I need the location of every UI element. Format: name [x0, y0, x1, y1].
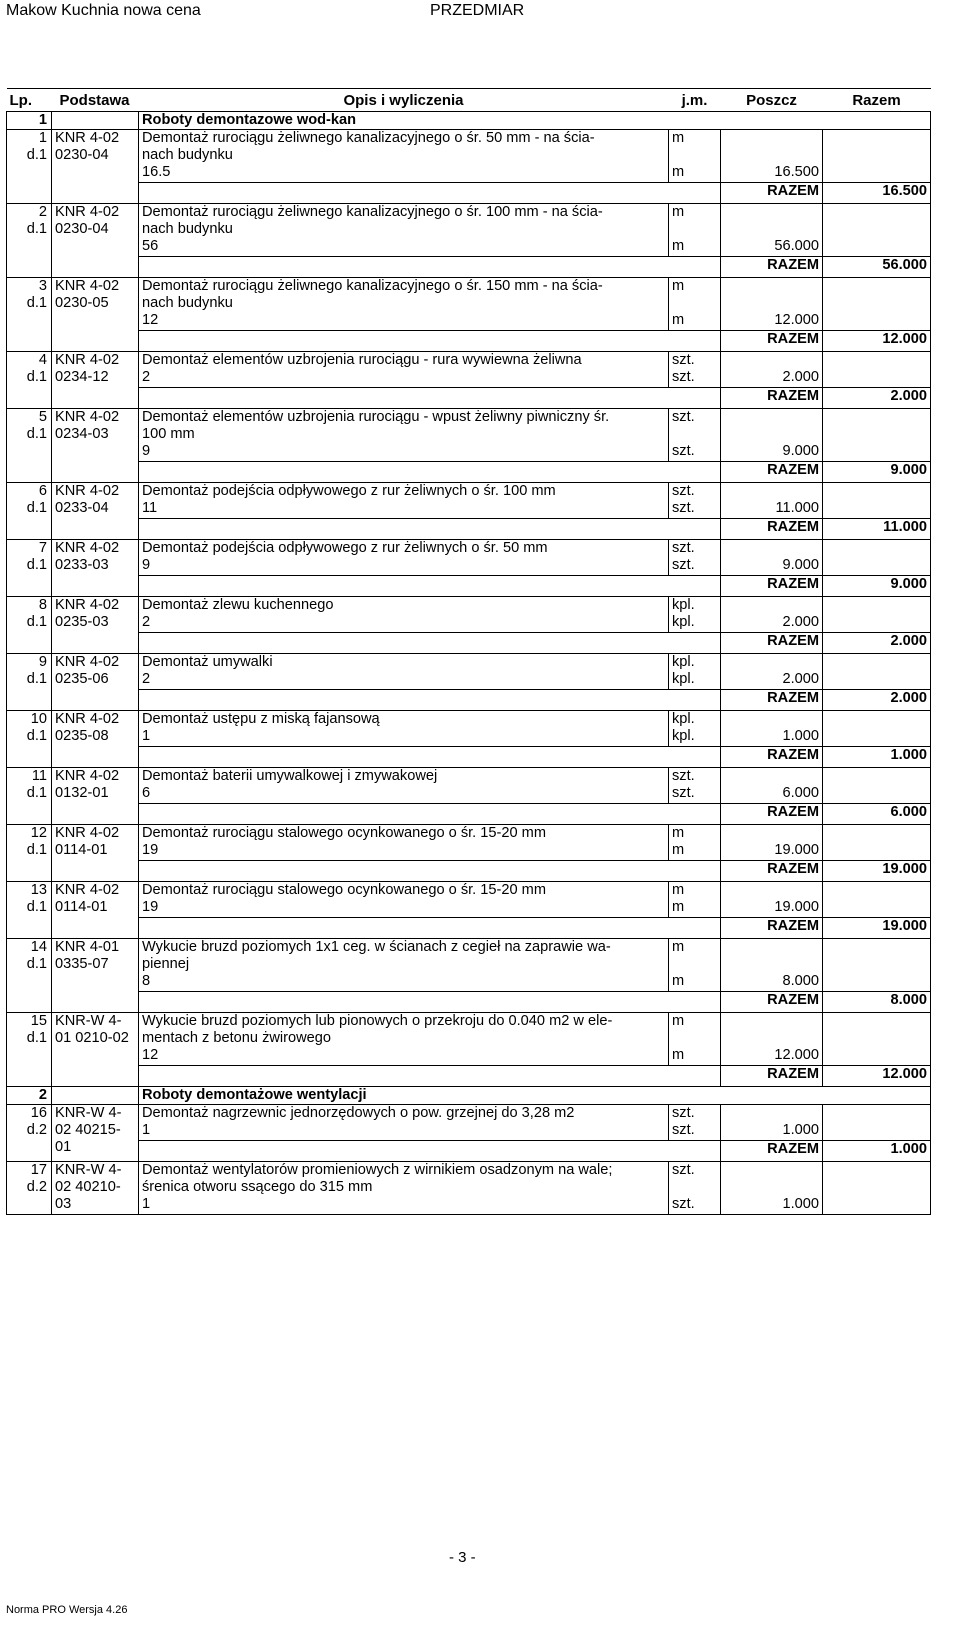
item-poszcz-value: 12.000	[721, 312, 823, 331]
razem-row	[7, 804, 931, 825]
item-calc-unit: m	[669, 973, 721, 992]
item-razem-blank	[823, 1162, 931, 1197]
razem-label: RAZEM	[721, 1066, 823, 1087]
item-calculation: 1	[139, 728, 669, 747]
razem-label: RAZEM	[721, 462, 823, 483]
item-razem-blank	[823, 278, 931, 313]
item-poszcz-blank	[721, 654, 823, 672]
item-poszcz-blank	[721, 768, 823, 786]
item-razem-blank	[823, 768, 931, 786]
razem-value: 2.000	[823, 633, 931, 654]
table-row	[7, 204, 931, 239]
measurement-row	[7, 1047, 931, 1066]
razem-value: 1.000	[823, 747, 931, 768]
table-row	[7, 1105, 931, 1123]
razem-blank	[139, 462, 721, 483]
section-number: 2	[7, 1087, 52, 1105]
item-number: 14 d.1	[7, 939, 52, 1013]
item-number: 8 d.1	[7, 597, 52, 654]
item-calculation: 9	[139, 557, 669, 576]
razem-row	[7, 257, 931, 278]
item-calc-unit: szt.	[669, 500, 721, 519]
table-row	[7, 483, 931, 501]
item-description: Demontaż rurociągu stalowego ocynkowanego o śr. 15-20 mm	[139, 825, 669, 843]
item-razem-blank	[823, 785, 931, 804]
item-calc-unit: m	[669, 1047, 721, 1066]
item-poszcz-blank	[721, 540, 823, 558]
item-calculation: 8	[139, 973, 669, 992]
table-row	[7, 1013, 931, 1048]
item-podstawa: KNR 4-02 0235-08	[52, 711, 139, 768]
item-razem-blank	[823, 483, 931, 501]
item-calculation: 2	[139, 614, 669, 633]
table-row	[7, 768, 931, 786]
razem-value: 2.000	[823, 388, 931, 409]
item-calc-unit: m	[669, 164, 721, 183]
razem-label: RAZEM	[721, 992, 823, 1013]
measurement-row	[7, 671, 931, 690]
table-header-row	[7, 89, 931, 112]
item-description: Demontaż podejścia odpływowego z rur żeliwnych o śr. 100 mm	[139, 483, 669, 501]
item-poszcz-value: 2.000	[721, 614, 823, 633]
razem-label: RAZEM	[721, 257, 823, 278]
item-razem-blank	[823, 899, 931, 918]
item-number: 10 d.1	[7, 711, 52, 768]
razem-label: RAZEM	[721, 519, 823, 540]
item-unit: szt.	[669, 1162, 721, 1197]
section-podstawa	[52, 112, 139, 130]
item-poszcz-value: 9.000	[721, 557, 823, 576]
razem-blank	[139, 576, 721, 597]
item-poszcz-blank	[721, 825, 823, 843]
item-poszcz-blank	[721, 597, 823, 615]
razem-blank	[139, 388, 721, 409]
item-calc-unit: kpl.	[669, 728, 721, 747]
item-calculation: 1	[139, 1122, 669, 1141]
item-razem-blank	[823, 882, 931, 900]
razem-blank	[139, 1141, 721, 1162]
item-calculation: 9	[139, 443, 669, 462]
razem-blank	[139, 1066, 721, 1087]
razem-row	[7, 747, 931, 768]
col-jm: j.m.	[669, 89, 721, 112]
measurement-row	[7, 899, 931, 918]
item-number: 13 d.1	[7, 882, 52, 939]
item-description: Wykucie bruzd poziomych 1x1 ceg. w ścianach z cegieł na zaprawie wa- piennej	[139, 939, 669, 974]
measurement-row	[7, 1196, 931, 1215]
item-poszcz-blank	[721, 1013, 823, 1048]
item-description: Demontaż nagrzewnic jednorzędowych o pow. grzejnej do 3,28 m2	[139, 1105, 669, 1123]
item-poszcz-value: 8.000	[721, 973, 823, 992]
measurement-row	[7, 728, 931, 747]
item-unit: szt.	[669, 768, 721, 786]
document-type: PRZEDMIAR	[430, 2, 525, 19]
item-unit: szt.	[669, 352, 721, 370]
item-razem-blank	[823, 597, 931, 615]
item-description: Demontaż ustępu z miską fajansową	[139, 711, 669, 729]
razem-row	[7, 690, 931, 711]
item-description: Demontaż elementów uzbrojenia rurociągu - rura wywiewna żeliwna	[139, 352, 669, 370]
item-number: 15 d.1	[7, 1013, 52, 1087]
item-calc-unit: kpl.	[669, 671, 721, 690]
razem-label: RAZEM	[721, 1141, 823, 1162]
item-poszcz-blank	[721, 278, 823, 313]
footer-version: Norma PRO Wersja 4.26	[6, 1604, 128, 1616]
item-number: 5 d.1	[7, 409, 52, 483]
item-description: Demontaż rurociągu żeliwnego kanalizacyjnego o śr. 150 mm - na ścia- nach budynku	[139, 278, 669, 313]
razem-label: RAZEM	[721, 576, 823, 597]
item-calc-unit: szt.	[669, 1122, 721, 1141]
item-unit: szt.	[669, 1105, 721, 1123]
table-row	[7, 409, 931, 444]
measurement-row	[7, 164, 931, 183]
item-podstawa: KNR-W 4- 02 40210- 03	[52, 1162, 139, 1215]
item-unit: m	[669, 278, 721, 313]
item-calculation: 19	[139, 899, 669, 918]
item-podstawa: KNR 4-02 0234-03	[52, 409, 139, 483]
item-calc-unit: szt.	[669, 785, 721, 804]
item-razem-blank	[823, 1122, 931, 1141]
table-row	[7, 711, 931, 729]
item-poszcz-value: 2.000	[721, 671, 823, 690]
item-poszcz-blank	[721, 711, 823, 729]
razem-value: 8.000	[823, 992, 931, 1013]
razem-blank	[139, 992, 721, 1013]
item-description: Demontaż rurociągu żeliwnego kanalizacyjnego o śr. 50 mm - na ścia- nach budynku	[139, 130, 669, 165]
razem-row	[7, 1141, 931, 1162]
razem-blank	[139, 331, 721, 352]
measurement-row	[7, 443, 931, 462]
item-poszcz-blank	[721, 882, 823, 900]
razem-value: 9.000	[823, 576, 931, 597]
item-calc-unit: m	[669, 899, 721, 918]
razem-row	[7, 861, 931, 882]
razem-value: 16.500	[823, 183, 931, 204]
razem-value: 19.000	[823, 861, 931, 882]
table-row	[7, 130, 931, 165]
table-body	[7, 112, 931, 1215]
item-description: Demontaż rurociągu stalowego ocynkowanego o śr. 15-20 mm	[139, 882, 669, 900]
table-row	[7, 1162, 931, 1197]
razem-row	[7, 519, 931, 540]
item-razem-blank	[823, 557, 931, 576]
item-podstawa: KNR 4-02 0233-04	[52, 483, 139, 540]
item-podstawa: KNR 4-01 0335-07	[52, 939, 139, 1013]
item-number: 3 d.1	[7, 278, 52, 352]
item-razem-blank	[823, 130, 931, 165]
item-number: 1 d.1	[7, 130, 52, 204]
razem-row	[7, 633, 931, 654]
item-number: 12 d.1	[7, 825, 52, 882]
item-calculation: 56	[139, 238, 669, 257]
item-podstawa: KNR-W 4- 02 40215- 01	[52, 1105, 139, 1162]
item-number: 2 d.1	[7, 204, 52, 278]
razem-blank	[139, 519, 721, 540]
item-razem-blank	[823, 1013, 931, 1048]
item-calculation: 1	[139, 1196, 669, 1215]
item-unit: m	[669, 882, 721, 900]
item-poszcz-value: 6.000	[721, 785, 823, 804]
item-razem-blank	[823, 164, 931, 183]
item-unit: szt.	[669, 540, 721, 558]
razem-label: RAZEM	[721, 918, 823, 939]
item-podstawa: KNR 4-02 0235-06	[52, 654, 139, 711]
item-description: Demontaż rurociągu żeliwnego kanalizacyjnego o śr. 100 mm - na ścia- nach budynku	[139, 204, 669, 239]
item-unit: m	[669, 825, 721, 843]
item-razem-blank	[823, 352, 931, 370]
razem-blank	[139, 804, 721, 825]
razem-blank	[139, 257, 721, 278]
page-number: - 3 -	[449, 1549, 476, 1566]
item-razem-blank	[823, 939, 931, 974]
razem-blank	[139, 183, 721, 204]
col-razem: Razem	[823, 89, 931, 112]
section-number: 1	[7, 112, 52, 130]
item-razem-blank	[823, 312, 931, 331]
item-podstawa: KNR 4-02 0230-04	[52, 204, 139, 278]
item-calc-unit: szt.	[669, 557, 721, 576]
item-unit: m	[669, 130, 721, 165]
item-calc-unit: szt.	[669, 1196, 721, 1215]
razem-row	[7, 1066, 931, 1087]
item-razem-blank	[823, 973, 931, 992]
item-unit: szt.	[669, 409, 721, 444]
item-razem-blank	[823, 1196, 931, 1215]
item-razem-blank	[823, 540, 931, 558]
table-row	[7, 654, 931, 672]
item-razem-blank	[823, 711, 931, 729]
table-row	[7, 540, 931, 558]
item-poszcz-blank	[721, 1162, 823, 1197]
item-description: Demontaż wentylatorów promieniowych z wirnikiem osadzonym na wale; śrenica otworu ssącego do 315 mm	[139, 1162, 669, 1197]
item-podstawa: KNR-W 4- 01 0210-02	[52, 1013, 139, 1087]
razem-label: RAZEM	[721, 690, 823, 711]
razem-row	[7, 388, 931, 409]
item-calculation: 16.5	[139, 164, 669, 183]
item-poszcz-value: 2.000	[721, 369, 823, 388]
item-unit: m	[669, 939, 721, 974]
table-row	[7, 825, 931, 843]
item-calculation: 2	[139, 671, 669, 690]
measurement-row	[7, 785, 931, 804]
item-unit: m	[669, 1013, 721, 1048]
item-poszcz-value: 1.000	[721, 1196, 823, 1215]
razem-row	[7, 331, 931, 352]
item-unit: kpl.	[669, 597, 721, 615]
section-title: Roboty demontażowe wentylacji	[139, 1087, 931, 1105]
razem-value: 11.000	[823, 519, 931, 540]
item-podstawa: KNR 4-02 0114-01	[52, 882, 139, 939]
item-description: Wykucie bruzd poziomych lub pionowych o przekroju do 0.040 m2 w ele- mentach z betonu żwirowego	[139, 1013, 669, 1048]
item-calculation: 11	[139, 500, 669, 519]
section-row	[7, 1087, 931, 1105]
razem-value: 12.000	[823, 1066, 931, 1087]
razem-label: RAZEM	[721, 388, 823, 409]
item-calc-unit: m	[669, 312, 721, 331]
item-calc-unit: kpl.	[669, 614, 721, 633]
measurement-row	[7, 500, 931, 519]
col-opis: Opis i wyliczenia	[139, 89, 669, 112]
item-poszcz-value: 9.000	[721, 443, 823, 462]
item-poszcz-value: 1.000	[721, 728, 823, 747]
item-razem-blank	[823, 671, 931, 690]
item-number: 4 d.1	[7, 352, 52, 409]
razem-value: 56.000	[823, 257, 931, 278]
razem-label: RAZEM	[721, 861, 823, 882]
section-podstawa	[52, 1087, 139, 1105]
item-razem-blank	[823, 204, 931, 239]
measurement-row	[7, 842, 931, 861]
item-unit: m	[669, 204, 721, 239]
item-poszcz-blank	[721, 483, 823, 501]
item-number: 17 d.2	[7, 1162, 52, 1215]
table-row	[7, 278, 931, 313]
item-podstawa: KNR 4-02 0114-01	[52, 825, 139, 882]
item-razem-blank	[823, 369, 931, 388]
section-row	[7, 112, 931, 130]
item-poszcz-value: 56.000	[721, 238, 823, 257]
item-poszcz-value: 19.000	[721, 899, 823, 918]
item-poszcz-value: 12.000	[721, 1047, 823, 1066]
col-podstawa: Podstawa	[52, 89, 139, 112]
razem-label: RAZEM	[721, 331, 823, 352]
measurement-row	[7, 973, 931, 992]
document-title: Makow Kuchnia nowa cena	[6, 2, 201, 19]
measurement-row	[7, 557, 931, 576]
item-calc-unit: szt.	[669, 443, 721, 462]
section-title: Roboty demontazowe wod-kan	[139, 112, 931, 130]
item-poszcz-blank	[721, 409, 823, 444]
col-poszcz: Poszcz	[721, 89, 823, 112]
razem-blank	[139, 690, 721, 711]
item-podstawa: KNR 4-02 0234-12	[52, 352, 139, 409]
razem-row	[7, 918, 931, 939]
razem-row	[7, 992, 931, 1013]
table-row	[7, 939, 931, 974]
item-razem-blank	[823, 1047, 931, 1066]
razem-label: RAZEM	[721, 633, 823, 654]
item-poszcz-value: 1.000	[721, 1122, 823, 1141]
measurement-row	[7, 312, 931, 331]
item-poszcz-value: 11.000	[721, 500, 823, 519]
item-podstawa: KNR 4-02 0230-05	[52, 278, 139, 352]
razem-label: RAZEM	[721, 747, 823, 768]
table-row	[7, 597, 931, 615]
razem-value: 12.000	[823, 331, 931, 352]
razem-value: 6.000	[823, 804, 931, 825]
item-poszcz-blank	[721, 1105, 823, 1123]
item-calc-unit: szt.	[669, 369, 721, 388]
item-razem-blank	[823, 238, 931, 257]
table-row	[7, 352, 931, 370]
item-number: 9 d.1	[7, 654, 52, 711]
razem-row	[7, 576, 931, 597]
item-poszcz-blank	[721, 352, 823, 370]
item-razem-blank	[823, 825, 931, 843]
item-unit: kpl.	[669, 654, 721, 672]
item-calc-unit: m	[669, 842, 721, 861]
razem-row	[7, 183, 931, 204]
item-calculation: 12	[139, 1047, 669, 1066]
item-description: Demontaż zlewu kuchennego	[139, 597, 669, 615]
item-poszcz-value: 19.000	[721, 842, 823, 861]
item-razem-blank	[823, 614, 931, 633]
razem-value: 2.000	[823, 690, 931, 711]
item-poszcz-blank	[721, 204, 823, 239]
item-calculation: 6	[139, 785, 669, 804]
item-podstawa: KNR 4-02 0233-03	[52, 540, 139, 597]
item-calculation: 2	[139, 369, 669, 388]
item-podstawa: KNR 4-02 0235-03	[52, 597, 139, 654]
razem-blank	[139, 918, 721, 939]
item-unit: kpl.	[669, 711, 721, 729]
measurement-row	[7, 369, 931, 388]
razem-value: 19.000	[823, 918, 931, 939]
item-razem-blank	[823, 500, 931, 519]
item-calc-unit: m	[669, 238, 721, 257]
item-description: Demontaż elementów uzbrojenia rurociągu - wpust żeliwny piwniczny śr. 100 mm	[139, 409, 669, 444]
item-description: Demontaż umywalki	[139, 654, 669, 672]
razem-blank	[139, 633, 721, 654]
item-poszcz-value: 16.500	[721, 164, 823, 183]
item-calculation: 12	[139, 312, 669, 331]
item-razem-blank	[823, 409, 931, 444]
item-number: 11 d.1	[7, 768, 52, 825]
item-unit: szt.	[669, 483, 721, 501]
col-lp: Lp.	[7, 89, 52, 112]
item-razem-blank	[823, 842, 931, 861]
item-poszcz-blank	[721, 939, 823, 974]
item-podstawa: KNR 4-02 0230-04	[52, 130, 139, 204]
przedmiar-table	[6, 88, 931, 1215]
measurement-row	[7, 238, 931, 257]
razem-label: RAZEM	[721, 804, 823, 825]
measurement-row	[7, 614, 931, 633]
razem-row	[7, 462, 931, 483]
item-description: Demontaż podejścia odpływowego z rur żeliwnych o śr. 50 mm	[139, 540, 669, 558]
measurement-row	[7, 1122, 931, 1141]
item-number: 7 d.1	[7, 540, 52, 597]
item-calculation: 19	[139, 842, 669, 861]
razem-value: 1.000	[823, 1141, 931, 1162]
item-razem-blank	[823, 654, 931, 672]
item-razem-blank	[823, 443, 931, 462]
item-razem-blank	[823, 1105, 931, 1123]
razem-blank	[139, 861, 721, 882]
item-number: 6 d.1	[7, 483, 52, 540]
razem-blank	[139, 747, 721, 768]
item-description: Demontaż baterii umywalkowej i zmywakowej	[139, 768, 669, 786]
table-row	[7, 882, 931, 900]
razem-value: 9.000	[823, 462, 931, 483]
item-poszcz-blank	[721, 130, 823, 165]
item-razem-blank	[823, 728, 931, 747]
razem-label: RAZEM	[721, 183, 823, 204]
item-number: 16 d.2	[7, 1105, 52, 1162]
item-podstawa: KNR 4-02 0132-01	[52, 768, 139, 825]
